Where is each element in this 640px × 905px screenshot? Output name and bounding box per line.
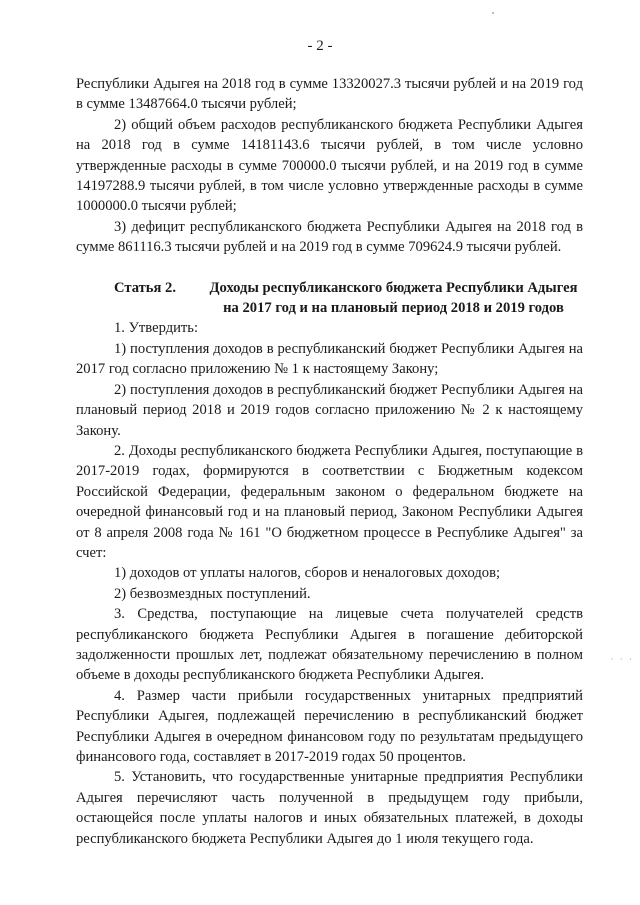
- paragraph: 3) дефицит республиканского бюджета Республики Адыгея на 2018 год в сумме 861116.3 тысячи рублей и на 2019 год в сумме 709624.9 тысячи рублей.: [76, 218, 583, 256]
- paragraph: Республики Адыгея на 2018 год в сумме 13320027.3 тысячи рублей и на 2019 год в сумме 13487664.0 тысячи рублей;: [76, 76, 583, 113]
- document-body: [76, 74, 583, 849]
- paragraph: 3. Средства, поступающие на лицевые счета получателей средств республиканского бюджета Республики Адыгея в погашение дебиторской задолженности прошлых лет, подлежат обязательному перечислению в полном объеме в доходы республиканского бюджета Республики Адыгея.: [76, 606, 583, 684]
- article-label: Статья 2.: [114, 279, 176, 296]
- paragraph: 2) общий объем расходов республиканского бюджета Республики Адыгея на 2018 год в сумме 14181143.6 тысячи рублей, в том числе условно утвержденные расходы в сумме 700000.0 тысячи рублей, и на 2019 год в сумме 14197288.9 тысячи рублей, в том числе условно утвержденные расходы в сумме 1000000.0 тысячи рублей;: [76, 116, 583, 215]
- paragraph: 2) поступления доходов в республиканский бюджет Республики Адыгея на плановый период 2018 и 2019 годов согласно приложению № 2 к настоящему Закону.: [76, 381, 583, 439]
- scan-artifact: [492, 12, 494, 14]
- article-title: Доходы республиканского бюджета Республики Адыгея на 2017 год и на плановый период 2018 и 2019 годов: [209, 279, 578, 317]
- paragraph: 4. Размер части прибыли государственных унитарных предприятий Республики Адыгея, подлежащей перечислению в республиканский бюджет Республики Адыгея в очередном финансовом году по результатам предыдущего финансового года, составляет в 2017-2019 годах 50 процентов.: [76, 687, 583, 765]
- paragraph: 5. Установить, что государственные унитарные предприятия Республики Адыгея перечисляют часть полученной в предыдущем году прибыли, остающейся после уплаты налогов и иных обязательных платежей, в доходы республиканского бюджета Республики Адыгея до 1 июля текущего года.: [76, 769, 583, 847]
- scan-artifact-dots: · · ·: [610, 654, 634, 664]
- paragraph: 1) доходов от уплаты налогов, сборов и неналоговых доходов;: [114, 565, 501, 582]
- paragraph: 1. Утвердить:: [114, 320, 199, 337]
- paragraph: 1) поступления доходов в республиканский бюджет Республики Адыгея на 2017 год согласно приложению № 1 к настоящему Закону;: [76, 340, 583, 378]
- page-number: - 2 -: [307, 38, 333, 54]
- paragraph: 2. Доходы республиканского бюджета Республики Адыгея, поступающие в 2017-2019 годах, формируются в соответствии с Бюджетным кодексом Российской Федерации, федеральным законом о федеральном бюджете на очередной финансовый год и на плановый период, Законом Республики Адыгея от 8 апреля 2008 года № 161 "О бюджетном процессе в Республике Адыгея" за счет:: [76, 442, 583, 561]
- article-heading: [76, 278, 583, 319]
- paragraph: 2) безвозмездных поступлений.: [114, 585, 311, 602]
